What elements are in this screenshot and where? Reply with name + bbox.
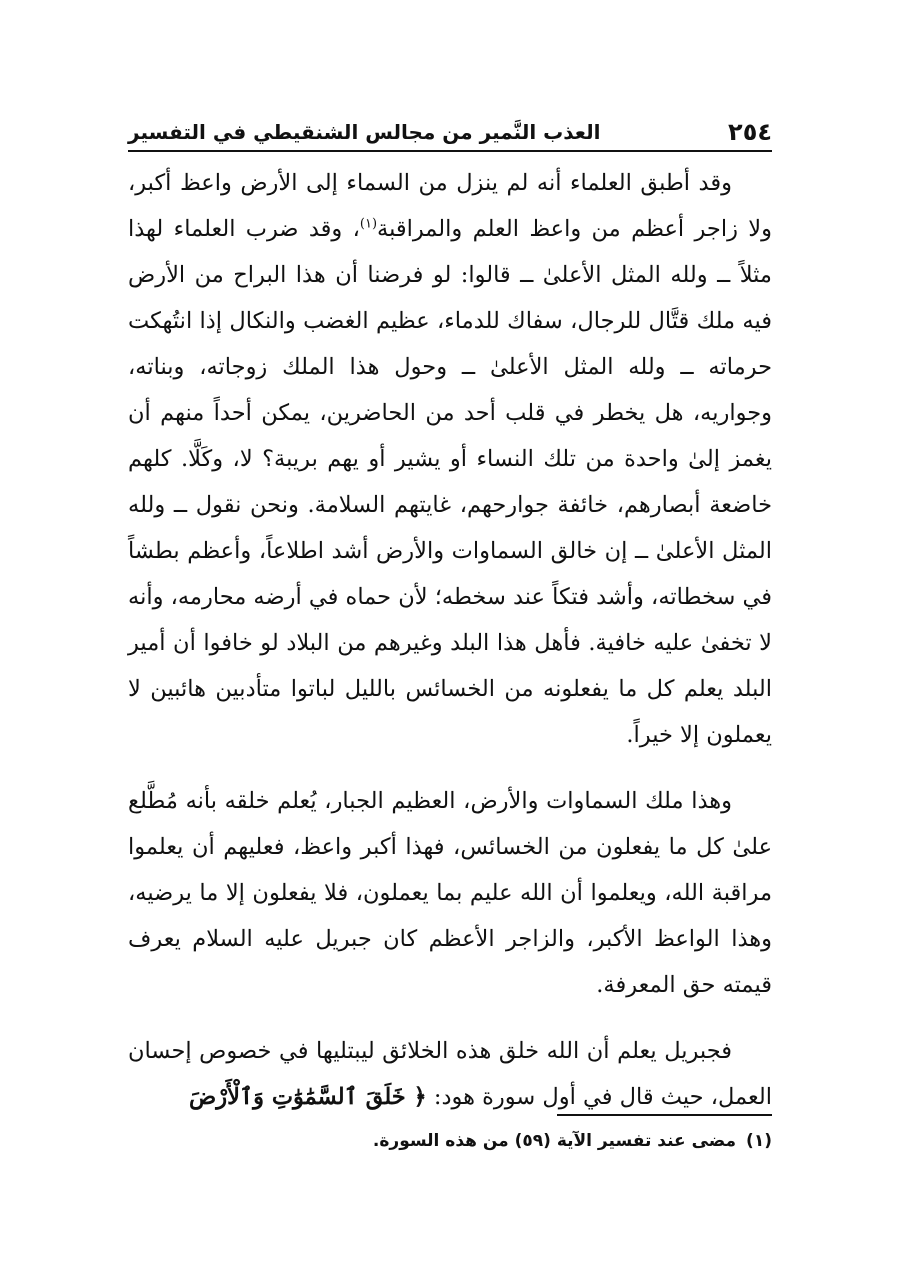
- paragraph-3: [128, 1028, 772, 1120]
- page-number: ٢٥٤: [728, 118, 772, 146]
- paragraph-1-text-start: وقد أطبق العلماء أنه لم ينزل من السماء إلى الأرض واعظ أكبر، ولا زاجر أعظم من واعظ العلم والمراقبة: [128, 170, 772, 242]
- footnote-separator: [557, 1114, 772, 1116]
- footnote-reference: (١): [359, 216, 378, 232]
- paragraph-1: [128, 160, 772, 758]
- running-header: [128, 112, 772, 152]
- footnote-number: (١): [746, 1131, 772, 1151]
- paragraph-1-text-end: ، وقد ضرب العلماء لهذا مثلاً ــ ولله المثل الأعلىٰ ــ قالوا: لو فرضنا أن هذا البراح من الأرض فيه ملك قتَّال للرجال، سفاك للدماء، عظيم الغضب والنكال إذا انتُهكت حرماته ــ ولله المثل الأعلىٰ ــ وحول هذا الملك زوجاته، وبناته، وجواريه، هل يخطر في قلب أحد من الحاضرين، يمكن أحداً منهم أن يغمز إلىٰ واحدة من تلك النساء أو يشير أو يهم بريبة؟ لا، وكَلَّا. كلهم خاضعة أبصارهم، خائفة جوارحهم، غايتهم السلامة. ونحن نقول ــ ولله المثل الأعلىٰ ــ إن خالق السماوات والأرض أشد اطلاعاً، وأعظم بطشاً في سخطاته، وأشد فتكاً عند سخطه؛ لأن حماه في أرضه محارمه، وأنه لا تخفىٰ عليه خافية. فأهل هذا البلد وغيرهم من البلاد لو خافوا أن أمير البلد يعلم كل ما يفعلونه من الخسائس بالليل لباتوا متأدبين هائبين لا يعملون إلا خيراً.: [128, 216, 772, 748]
- paragraph-2: [128, 778, 772, 1008]
- paragraph-2-text: وهذا ملك السماوات والأرض، العظيم الجبار، يُعلم خلقه بأنه مُطَّلع علىٰ كل ما يفعلون من الخسائس، فهذا أكبر واعظ، فعليهم أن يعلموا مراقبة الله، ويعلموا أن الله عليم بما يعملون، فلا يفعلون إلا ما يرضيه، وهذا الواعظ الأكبر، والزاجر الأعظم كان جبريل عليه السلام يعرف قيمته حق المعرفة.: [128, 788, 772, 998]
- paragraph-3-text: فجبريل يعلم أن الله خلق هذه الخلائق ليبتليها في خصوص إحسان العمل، حيث قال في أول سورة هود:: [128, 1038, 772, 1110]
- book-title: العذب النَّمير من مجالس الشنقيطي في التفسير: [128, 120, 601, 144]
- main-text: [128, 160, 772, 1120]
- quran-verse-quote: ﴿ خَلَقَ ٱلسَّمَٰوَٰتِ وَٱلْأَرْضَ: [189, 1084, 427, 1110]
- footnote-text: مضى عند تفسير الآية (٥٩) من هذه السورة.: [372, 1131, 737, 1151]
- footnote: [128, 1124, 772, 1158]
